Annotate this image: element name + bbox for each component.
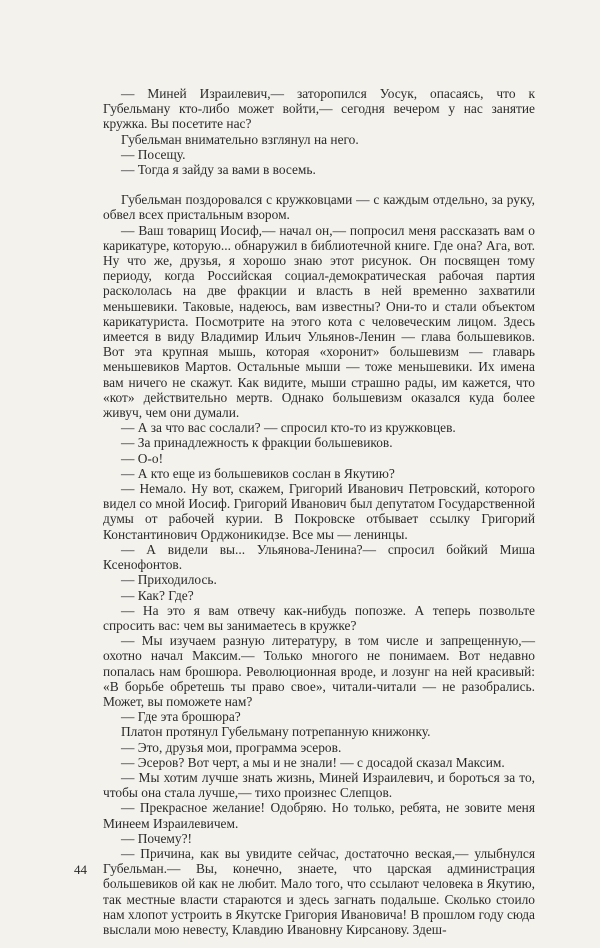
paragraph: — Немало. Ну вот, скажем, Григорий Иванович Петровский, которого видел со мной Иосиф. Григорий Иванович был депутатом Государственной думы от рабочей курии. В Покровске отбывает ссылку Григорий Константинович Орджоникидзе. Все мы — ленинцы. [103, 481, 535, 542]
paragraph: — О-о! [121, 450, 164, 466]
page-text [103, 86, 535, 937]
paragraph: Губельман поздоровался с кружковцами — с каждым отдельно, за руку, обвел всех пристальным взором. [103, 192, 535, 223]
paragraph: — Эсеров? Вот черт, а мы и не знали! — с досадой сказал Максим. [121, 754, 505, 770]
paragraph: — Миней Израилевич,— заторопился Уосук, опасаясь, что к Губельману кто-либо может войти,— сегодня вечером у нас занятие кружка. Вы посетите нас? [103, 86, 535, 132]
paragraph: — На это я вам отвечу как-нибудь попозже. А теперь позвольте спросить вас: чем вы занимаетесь в кружке? [103, 602, 535, 633]
section-2 [103, 192, 535, 937]
paragraph: — Прекрасное желание! Одобряю. Но только, ребята, не зовите меня Минеем Израилевичем. [103, 800, 535, 831]
paragraph: — Приходилось. [121, 572, 217, 588]
paragraph: — Мы хотим лучше знать жизнь, Миней Израилевич, и бороться за то, чтобы она стала лучше,— тихо произнес Слепцов. [103, 769, 535, 801]
paragraph: — Ваш товарищ Иосиф,— начал он,— попросил меня рассказать вам о карикатуре, которую... обнаружил в библиотечной книге. Где она? Ага, вот. Ну что же, друзья, я хорошо знаю этот рисунок. Он посвящен тому периоду, когда Российская социал-демократическая рабочая партия раскололась на две фракции и власть в ней временно захватили меньшевики. Таковые, надеюсь, вам известны? Они-то и стали объектом карикатуриста. Посмотрите на этого кота с человеческим лицом. Здесь имеется в виду Владимир Ильич Ульянов-Ленин — глава большевиков. Вот эта крупная мышь, которая «хоронит» большевизм — главарь меньшевиков Мартов. Остальные мыши — тоже меньшевики. Их имена вам ничего не скажут. Как видите, мыши страшно рады, им кажется, что «кот» действительно мертв. Однако большевизм оказался куда более живуч, чем они думали. [103, 222, 535, 421]
paragraph: Платон протянул Губельману потрепанную книжонку. [121, 724, 431, 740]
paragraph: Губельман внимательно взглянул на него. [121, 131, 359, 147]
paragraph: — Мы изучаем разную литературу, в том числе и запрещенную,— охотно начал Максим.— Только многого не понимаем. Вот недавно попалась нам брошюра. Революционная вроде, и лозунг на ней красивый: «В борьбе обретешь ты право свое», читали-читали — не разобрались. Может, вы поможете нам? [103, 633, 535, 709]
paragraph: — А за что вас сослали? — спросил кто-то из кружковцев. [121, 420, 456, 436]
paragraph: — Как? Где? [121, 587, 194, 603]
paragraph: — А видели вы... Ульянова-Ленина?— спросил бойкий Миша Ксенофонтов. [103, 541, 535, 573]
section-1 [103, 86, 535, 177]
paragraph: — Это, друзья мои, программа эсеров. [121, 739, 342, 755]
section-break [103, 177, 535, 192]
page-number: 44 [74, 862, 87, 877]
paragraph: — За принадлежность к фракции большевиков. [121, 435, 393, 451]
paragraph: — Посещу. [121, 146, 186, 162]
paragraph: — А кто еще из большевиков сослан в Якутию? [121, 465, 395, 481]
paragraph: — Где эта брошюра? [121, 709, 241, 725]
paragraph: — Причина, как вы увидите сейчас, достаточно веская,— улыбнулся Губельман.— Вы, конечно, знаете, что царская администрация большевиков ой как не любит. Мало того, что ссылают человека в Якутию, так местные власти стараются и здесь загнать подальше. Сколько стоило нам хлопот устроить в Якутске Григория Ивановича! В прошлом году сюда выслали мою невесту, Клавдию Ивановну Кирсанову. Здеш- [103, 845, 535, 937]
paragraph: — Почему?! [121, 830, 193, 846]
paragraph: — Тогда я зайду за вами в восемь. [121, 162, 316, 178]
